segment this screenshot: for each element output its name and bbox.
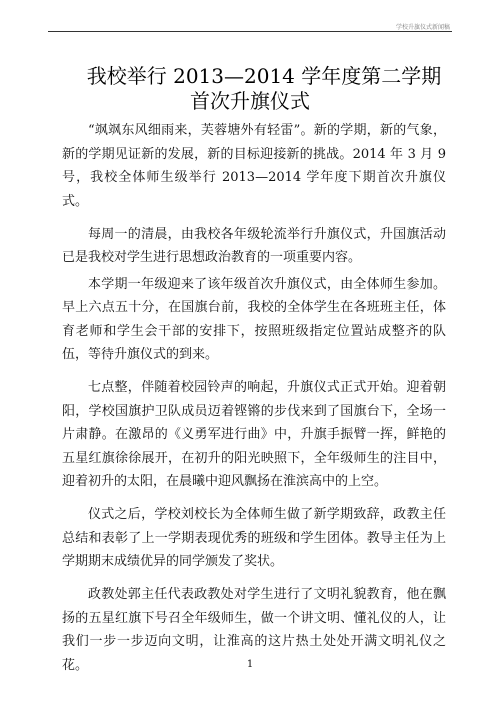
- document-title-line2: 首次升旗仪式: [190, 89, 310, 113]
- running-header: 学校升旗仪式新闻稿: [395, 24, 450, 31]
- page-number: 1: [246, 659, 254, 670]
- paragraph-speeches: 仪式之后，学校刘校长为全体师生做了新学期致辞，政教主任总结和表彰了上一学期表现优秀的班级和学生团体。教导主任为上学期期末成绩优异的同学颁发了奖状。: [62, 507, 446, 569]
- paragraph-etiquette: 政教处郭主任代表政教处对学生进行了文明礼貌教育，他在飘扬的五星红旗下号召全年级师生，做一个讲文明、懂礼仪的人，让我们一步一步迈向文明，让淮高的这片热土处处开满文明礼仪之花。: [62, 587, 446, 673]
- paragraph-flag-raising: 七点整，伴随着校园铃声的响起，升旗仪式正式开始。迎着朝阳，学校国旗护卫队成员迈着铿锵的步伐来到了国旗台下，全场一片肃静。在激昂的《义勇军进行曲》中，升旗手振臂一挥，鲜艳的五星红旗徐徐展开，在初升的阳光映照下，全年级师生的注目中，迎着初升的太阳，在晨曦中迎风飘扬在淮滨高中的上空。: [62, 380, 446, 489]
- paragraph-intro: “飒飒东风细雨来，芙蓉塘外有轻雷”。新的学期，新的气象，新的学期见证新的发展，新的目标迎接新的挑战。2014 年 3 月 9 号，我校全体师生级举行 2013—2014 学年度下期首次升旗仪式。: [62, 123, 446, 209]
- paragraph-weekly-ceremony: 每周一的清晨，由我校各年级轮流举行升旗仪式，升国旗活动已是我校对学生进行思想政治教育的一项重要内容。: [62, 226, 446, 265]
- document-body: [62, 119, 446, 687]
- paragraph-assembly: 本学期一年级迎来了该年级首次升旗仪式，由全体师生参加。早上六点五十分，在国旗台前，我校的全体学生在各班班主任，体育老师和学生会干部的安排下，按照班级指定位置站成整齐的队伍，等待升旗仪式的到来。: [62, 276, 446, 362]
- document-title-line1: 我校举行 2013—2014 学年度第二学期: [86, 64, 442, 88]
- header-rule: [48, 31, 452, 32]
